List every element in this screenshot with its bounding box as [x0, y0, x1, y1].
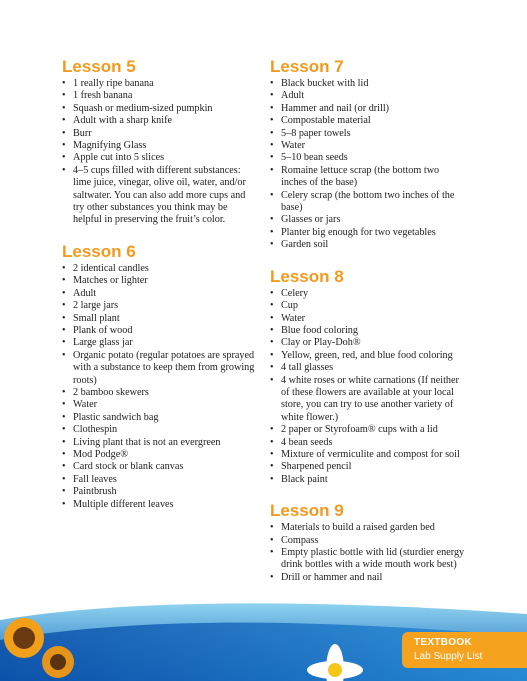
lesson-title: Lesson 9 — [270, 501, 344, 521]
supply-list — [62, 78, 258, 227]
supply-item: • Water — [62, 399, 258, 411]
supply-item: • Sharpened pencil — [270, 461, 466, 473]
lesson-section — [62, 56, 258, 227]
supply-item: • Water — [270, 140, 466, 152]
lesson-title: Lesson 5 — [62, 57, 136, 76]
supply-list — [270, 522, 466, 584]
lesson-section — [270, 56, 466, 252]
supply-item: • 2 identical candles — [62, 263, 258, 275]
supply-item: • Plastic sandwich bag — [62, 412, 258, 424]
supply-item: • Clothespin — [62, 424, 258, 436]
textbook-tag — [402, 632, 527, 668]
supply-item: • Romaine lettuce scrap (the bottom two inches of the base) — [270, 165, 466, 190]
supply-item: • Materials to build a raised garden bed — [270, 522, 466, 534]
supply-item: • 1 fresh banana — [62, 90, 258, 102]
supply-item: • Celery scrap (the bottom two inches of the base) — [270, 190, 466, 215]
supply-item: • Adult — [270, 90, 466, 102]
supply-item: • Apple cut into 5 slices — [62, 152, 258, 164]
supply-item: • Adult with a sharp knife — [62, 115, 258, 127]
supply-item: • Celery — [270, 288, 466, 300]
lesson-title: Lesson 8 — [270, 266, 344, 286]
supply-item: • Hammer and nail (or drill) — [270, 103, 466, 115]
supply-item: • Black paint — [270, 474, 466, 486]
supply-item: • 2 large jars — [62, 300, 258, 312]
supply-item: • 4 bean seeds — [270, 437, 466, 449]
lesson-title: Lesson 6 — [62, 241, 136, 261]
supply-item: • 5–10 bean seeds — [270, 152, 466, 164]
lesson-section — [270, 500, 466, 584]
supply-item: • Blue food coloring — [270, 325, 466, 337]
supply-item: • 4 tall glasses — [270, 362, 466, 374]
supply-item: • Paintbrush — [62, 486, 258, 498]
supply-item: • Mixture of vermiculite and compost for soil — [270, 449, 466, 461]
right-column — [270, 56, 466, 598]
supply-item: • Clay or Play-Doh® — [270, 337, 466, 349]
supply-list — [62, 263, 258, 511]
supply-item: • Compass — [270, 535, 466, 547]
supply-item: • Squash or medium-sized pumpkin — [62, 103, 258, 115]
supply-item: • 2 bamboo skewers — [62, 387, 258, 399]
supply-list — [270, 288, 466, 487]
supply-item: • Water — [270, 313, 466, 325]
supply-item: • Small plant — [62, 313, 258, 325]
supply-item: • Card stock or blank canvas — [62, 461, 258, 473]
supply-list — [270, 78, 466, 252]
lesson-section — [62, 241, 258, 511]
supply-item: • Mod Podge® — [62, 449, 258, 461]
supply-item: • Yellow, green, red, and blue food coloring — [270, 350, 466, 362]
supply-item: • Empty plastic bottle with lid (sturdier energy drink bottles with a wide mouth work best) — [270, 547, 466, 572]
supply-item: • 1 really ripe banana — [62, 78, 258, 90]
supply-item: • Burr — [62, 128, 258, 140]
lesson-title: Lesson 7 — [270, 57, 344, 76]
supply-item: • Garden soil — [270, 239, 466, 251]
supply-item: • Living plant that is not an evergreen — [62, 437, 258, 449]
supply-item: • Compostable material — [270, 115, 466, 127]
tag-title: TEXTBOOK — [414, 637, 472, 648]
supply-item: • Multiple different leaves — [62, 499, 258, 511]
supply-item: • Fall leaves — [62, 474, 258, 486]
supply-item: • 4–5 cups filled with different substances: lime juice, vinegar, olive oil, water, and/or saltwater. You can also add more cups and try other substances you think may be helpful in preserving the fruit’s color. — [62, 165, 258, 227]
supply-item: • Large glass jar — [62, 337, 258, 349]
supply-item: • Cup — [270, 300, 466, 312]
supply-item: • Adult — [62, 288, 258, 300]
supply-item: • Drill or hammer and nail — [270, 572, 466, 584]
supply-item: • Matches or lighter — [62, 275, 258, 287]
tag-subtitle: Lab Supply List — [414, 651, 483, 662]
supply-item: • Glasses or jars — [270, 214, 466, 226]
supply-item: • 4 white roses or white carnations (If neither of these flowers are available at your local store, you can try to use another variety of white flower.) — [270, 375, 466, 425]
supply-item: • Plank of wood — [62, 325, 258, 337]
lesson-section — [270, 266, 466, 487]
left-column — [62, 56, 258, 525]
supply-item: • 5–8 paper towels — [270, 128, 466, 140]
supply-item: • Planter big enough for two vegetables — [270, 227, 466, 239]
supply-item: • Black bucket with lid — [270, 78, 466, 90]
supply-item: • 2 paper or Styrofoam® cups with a lid — [270, 424, 466, 436]
supply-item: • Organic potato (regular potatoes are sprayed with a substance to keep them from growing roots) — [62, 350, 258, 387]
supply-item: • Magnifying Glass — [62, 140, 258, 152]
